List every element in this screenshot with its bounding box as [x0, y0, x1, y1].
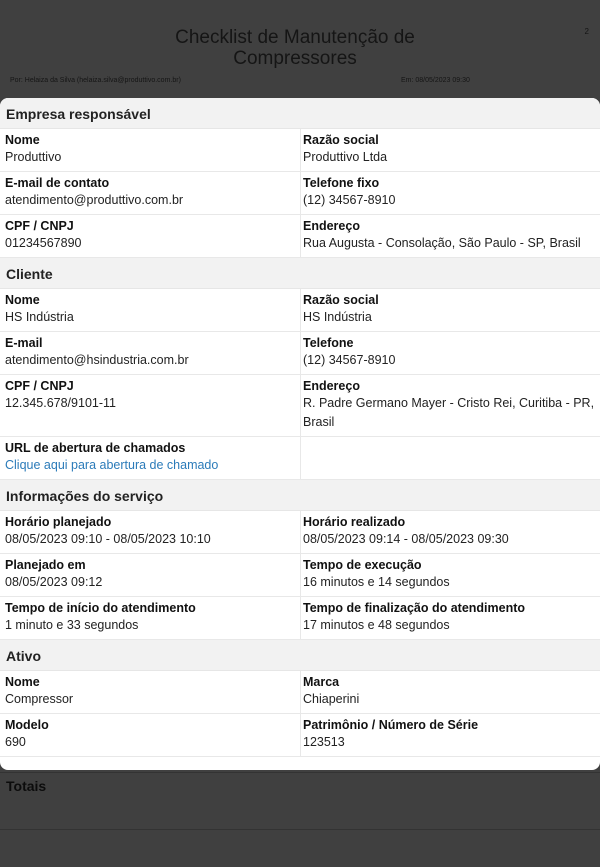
field-horario-planejado: Horário planejado 08/05/2023 09:10 - 08/05/2023 10:10	[5, 515, 211, 546]
table-row	[0, 172, 600, 215]
details-sheet	[0, 98, 600, 770]
field-ativo-marca: Marca Chiaperini	[300, 671, 600, 713]
table-row	[0, 671, 600, 714]
field-tempo-inicio: Tempo de início do atendimento 1 minuto e 33 segundos	[5, 601, 196, 632]
table-row	[0, 714, 600, 757]
section-title-empresa: Empresa responsável	[0, 98, 600, 129]
field-empresa-cpf: CPF / CNPJ 01234567890	[5, 219, 82, 250]
field-cliente-nome: Nome HS Indústria	[5, 293, 74, 324]
field-empresa-endereco: Endereço Rua Augusta - Consolação, São Paulo - SP, Brasil	[300, 215, 600, 257]
field-cliente-razao: Razão social HS Indústria	[300, 289, 600, 331]
table-row	[0, 597, 600, 640]
section-title-ativo: Ativo	[0, 640, 600, 671]
field-tempo-execucao: Tempo de execução 16 minutos e 14 segundos	[300, 554, 600, 596]
table-row	[0, 332, 600, 375]
field-empresa-telefone: Telefone fixo (12) 34567-8910	[300, 172, 600, 214]
field-ativo-nome: Nome Compressor	[5, 675, 74, 706]
field-tempo-finalizacao: Tempo de finalização do atendimento 17 minutos e 48 segundos	[300, 597, 600, 639]
table-row	[0, 215, 600, 258]
field-ativo-modelo: Modelo 690	[5, 718, 49, 749]
field-horario-realizado: Horário realizado 08/05/2023 09:14 - 08/05/2023 09:30	[300, 511, 600, 553]
section-title-cliente: Cliente	[0, 258, 600, 289]
field-cliente-endereco: Endereço R. Padre Germano Mayer - Cristo Rei, Curitiba - PR, Brasil	[300, 375, 600, 436]
table-row	[0, 289, 600, 332]
table-row	[0, 554, 600, 597]
field-empresa-razao: Razão social Produttivo Ltda	[300, 129, 600, 171]
field-empresa-nome: Nome Produttivo	[5, 133, 62, 164]
field-planejado-em: Planejado em 08/05/2023 09:12	[5, 558, 103, 589]
table-row	[0, 375, 600, 437]
field-empresa-email: E-mail de contato atendimento@produttivo.com.br	[5, 176, 184, 207]
table-row	[0, 129, 600, 172]
field-cliente-telefone: Telefone (12) 34567-8910	[300, 332, 600, 374]
field-cliente-cpf: CPF / CNPJ 12.345.678/9101-11	[5, 379, 116, 410]
table-row	[0, 511, 600, 554]
field-cliente-url: URL de abertura de chamados Clique aqui para abertura de chamado	[0, 437, 300, 479]
table-row	[0, 437, 600, 480]
empty-cell	[300, 437, 600, 479]
field-cliente-email: E-mail atendimento@hsindustria.com.br	[5, 336, 189, 367]
open-ticket-link[interactable]: Clique aqui para abertura de chamado	[5, 458, 219, 472]
field-ativo-patrimonio: Patrimônio / Número de Série 123513	[300, 714, 600, 756]
section-title-servico: Informações do serviço	[0, 480, 600, 511]
